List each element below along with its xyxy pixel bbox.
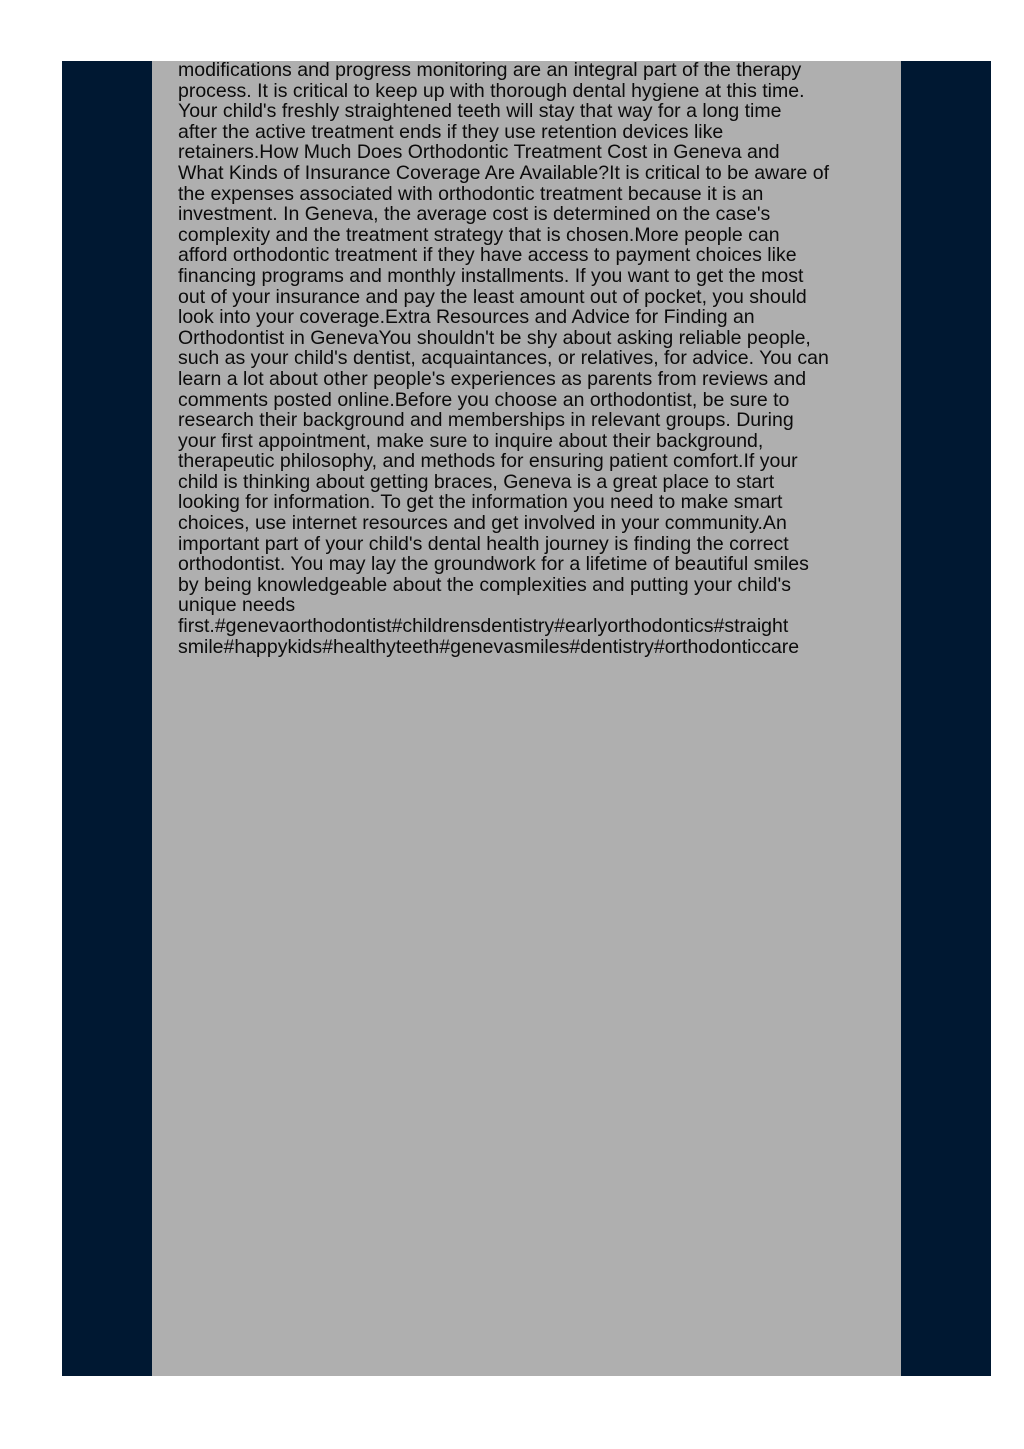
article-body-text: modifications and progress monitoring are an integral part of the therapy process. It is critical to keep up with thorough dental hygiene at this time. Your child's freshly straightened teeth will stay that way for a long time after the active treatment ends if they use retention devices like retainers.How Much Does Orthodontic Treatment Cost in Geneva and What Kinds of Insurance Coverage Are Available?It is critical to be aware of the expenses associated with orthodontic treatment because it is an investment. In Geneva, the average cost is determined on the case's complexity and the treatment strategy that is chosen.More people can afford orthodontic treatment if they have access to payment choices like financing programs and monthly installments. If you want to get the most out of your insurance and pay the least amount out of pocket, you should look into your coverage.Extra Resources and Advice for Finding an Orthodontist in GenevaYou shouldn't be shy about asking reliable people, such as your child's dentist, acquaintances, or relatives, for advice. You can learn a lot about other people's experiences as parents from reviews and comments posted online.Before you choose an orthodontist, be sure to research their background and memberships in relevant groups. During your first appointment, make sure to inquire about their background, therapeutic philosophy, and methods for ensuring patient comfort.If your child is thinking about getting braces, Geneva is a great place to start looking for information. To get the information you need to make smart choices, use internet resources and get involved in your community.An important part of your child's dental health journey is finding the correct orthodontist. You may lay the groundwork for a lifetime of beautiful smiles by being knowledgeable about the complexities and putting your child's unique needs first.#genevaorthodontist#childrensdentistry#earlyorthodontics#straight smile#happykids#healthyteeth#genevasmiles#dentistry#orthodonticcare [178, 59, 830, 658]
